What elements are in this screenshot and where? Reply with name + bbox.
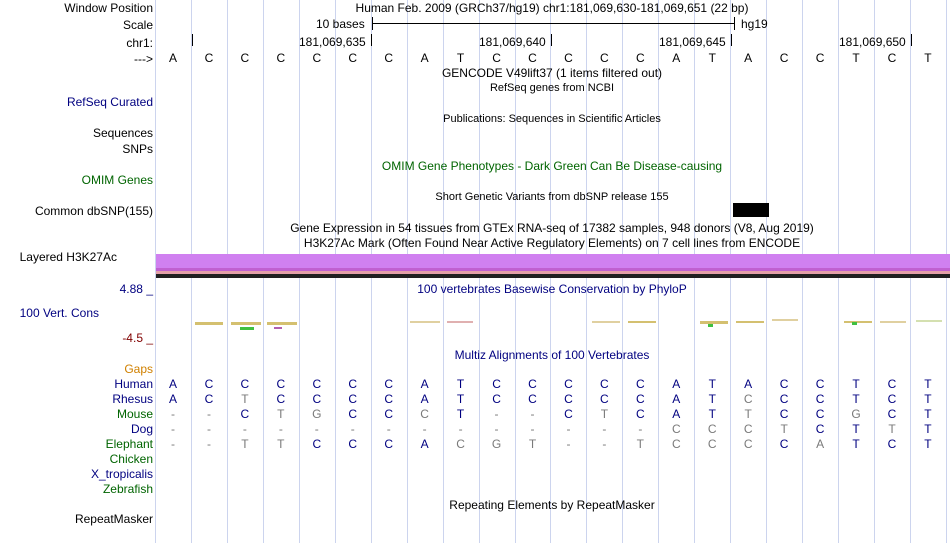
reference-base: C [492,51,501,65]
gencode-track-title: GENCODE V49lift37 (1 items filtered out) [441,66,663,80]
dbsnp-track-title: Short Genetic Variants from dbSNP release 155 [435,191,669,203]
alignment-base: C [743,392,753,406]
alignment-base: - [458,422,463,436]
alignment-base: - [171,407,175,421]
cons-mark [880,321,906,323]
label-repeatmasker[interactable]: RepeatMasker [74,512,153,526]
refseq-track-title: RefSeq genes from NCBI [489,82,615,94]
reference-base: C [348,51,358,65]
alignment-base: C [707,437,717,451]
alignment-base: T [241,437,249,451]
alignment-base: T [241,392,249,406]
scale-bar-right-tick [734,17,735,30]
alignment-base: - [422,422,427,436]
reference-base: C [600,51,609,65]
alignment-base: C [743,422,753,436]
reference-base: C [636,51,645,65]
alignment-base: T [852,422,860,436]
species-label[interactable]: Rhesus [112,392,153,406]
ruler-tick-635 [371,34,372,46]
alignment-base: C [276,392,286,406]
alignment-base: C [887,392,897,406]
alignment-base: C [348,437,358,451]
ruler-tick-640 [551,34,552,46]
alignment-base: - [638,422,643,436]
label-sequences[interactable]: Sequences [92,126,153,140]
alignment-base: C [600,392,609,406]
species-label[interactable]: X_tropicalis [90,467,153,481]
alignment-base: A [168,392,177,406]
alignment-base: C [779,392,789,406]
alignment-base: C [564,392,573,406]
alignment-base: T [456,377,465,391]
alignment-base: - [206,437,211,451]
reference-base: C [528,51,537,65]
alignment-base: - [242,422,247,436]
alignment-base: - [566,437,571,451]
alignment-base: C [815,422,825,436]
alignment-base: - [494,422,499,436]
label-window-position[interactable]: Window Position [64,1,153,15]
alignment-base: C [779,377,789,391]
dbsnp-variant-block[interactable] [733,203,769,217]
reference-base: C [204,51,214,65]
alignment-base: C [779,407,789,421]
label-cons-max: 4.88 _ [119,282,153,296]
alignment-base: - [314,422,319,436]
alignment-base: - [206,422,211,436]
scale-bar [372,23,734,24]
species-label[interactable]: Chicken [109,452,153,466]
alignment-base: C [636,377,645,391]
reference-base: T [924,51,932,65]
alignment-base: C [815,407,825,421]
alignment-base: C [815,377,825,391]
alignment-base: T [708,407,716,421]
alignment-base: C [204,392,214,406]
species-label[interactable]: Mouse [116,407,153,421]
cons-mark [195,322,223,325]
reference-base: C [779,51,789,65]
alignment-base: - [602,437,607,451]
alignment-base: C [564,377,573,391]
multiz-track-title: Multiz Alignments of 100 Vertebrates [454,348,650,362]
alignment-base: C [636,392,645,406]
alignment-base: A [168,377,177,391]
ruler-position-645: 181,069,645 [659,35,726,49]
alignment-base: T [277,437,285,451]
assembly-position-title: Human Feb. 2009 (GRCh37/hg19) chr1:181,069,630-181,069,651 (22 bp) [355,1,749,15]
alignment-base: - [566,422,571,436]
phylop-track-title: 100 vertebrates Basewise Conservation by PhyloP [417,282,687,296]
alignment-base: T [924,422,932,436]
label-chrom[interactable]: chr1: [126,36,153,50]
alignment-base: - [602,422,607,436]
ruler-tick-645 [731,34,732,46]
alignment-base: C [204,377,214,391]
alignment-base: - [171,422,175,436]
label-cons-min: -4.5 _ [122,331,153,345]
alignment-base: T [600,407,609,421]
alignment-base: T [528,437,537,451]
alignment-base: C [528,377,537,391]
label-100-vert-cons[interactable]: 100 Vert. Cons [19,306,99,320]
reference-base: C [887,51,897,65]
alignment-base: T [456,392,465,406]
alignment-base: C [887,407,897,421]
label-scale[interactable]: Scale [122,18,153,32]
label-layered-h3k27ac[interactable]: Layered H3K27Ac [19,250,117,264]
reference-base: A [420,51,429,65]
alignment-base: A [420,392,429,406]
ruler-tick-650 [911,34,912,46]
alignment-base: T [636,437,645,451]
scale-db: hg19 [741,17,768,31]
label-omim-genes[interactable]: OMIM Genes [81,173,153,187]
cons-mark [240,327,254,330]
alignment-base: C [384,392,394,406]
reference-base: C [384,51,394,65]
alignment-base: C [348,377,358,391]
label-gaps[interactable]: Gaps [124,362,153,376]
alignment-base: C [743,437,753,451]
cons-mark [708,324,713,327]
ruler-tick-start [192,34,193,46]
alignment-base: C [348,392,358,406]
cons-mark [852,322,857,325]
reference-base: C [312,51,322,65]
alignment-base: T [708,392,716,406]
label-arrow[interactable]: ---> [134,52,153,66]
publications-track-title: Publications: Sequences in Scientific Articles [443,113,661,125]
alignment-base: C [528,392,537,406]
reference-base: T [852,51,860,65]
cons-mark [410,321,440,323]
reference-base: C [276,51,286,65]
alignment-base: C [887,437,897,451]
cons-mark [916,320,942,322]
alignment-base: C [420,407,429,421]
ruler-position-650: 181,069,650 [839,35,906,49]
alignment-base: A [816,437,825,451]
reference-base: T [708,51,716,65]
alignment-base: - [494,407,499,421]
label-common-dbsnp[interactable]: Common dbSNP(155) [34,204,153,218]
reference-base: A [744,51,753,65]
cons-mark [844,321,872,323]
cons-mark [736,321,764,323]
cons-mark [592,321,620,323]
ruler-position-635: 181,069,635 [299,35,366,49]
alignment-base: C [779,437,789,451]
ruler-position-640: 181,069,640 [479,35,546,49]
alignment-base: T [456,407,465,421]
alignment-base: A [672,392,681,406]
alignment-base: T [924,437,932,451]
alignment-base: T [708,377,716,391]
alignment-base: T [924,377,932,391]
cons-mark [267,322,297,325]
reference-base: T [456,51,465,65]
alignment-base: - [530,422,535,436]
alignment-base: C [815,392,825,406]
alignment-base: C [312,392,322,406]
alignment-base: C [600,377,609,391]
alignment-base: A [420,377,429,391]
h3k27ac-track-title: H3K27Ac Mark (Often Found Near Active Regulatory Elements) on 7 cell lines from ENCODE [303,236,801,250]
cons-mark [447,321,473,323]
alignment-base: C [492,377,501,391]
alignment-base: C [312,377,322,391]
alignment-base: G [491,437,502,451]
alignment-base: A [420,437,429,451]
alignment-base: C [384,407,394,421]
alignment-base: - [171,437,175,451]
reference-base: A [672,51,681,65]
species-label[interactable]: Human [114,377,153,391]
alignment-base: - [206,407,211,421]
reference-base: C [815,51,825,65]
alignment-base: - [350,422,355,436]
cons-mark [231,322,261,325]
scale-bar-left-tick [372,17,373,30]
alignment-base: C [384,377,394,391]
alignment-base: C [456,437,465,451]
scale-text: 10 bases [316,17,365,31]
alignment-base: T [852,377,860,391]
alignment-base: C [276,377,286,391]
species-label[interactable]: Dog [130,422,153,436]
cons-mark [628,321,656,323]
label-snps[interactable]: SNPs [122,142,153,156]
alignment-base: C [348,407,358,421]
alignment-base: C [384,437,394,451]
cons-mark [772,319,798,321]
alignment-base: T [852,437,860,451]
alignment-base: C [240,377,250,391]
alignment-base: - [530,407,535,421]
alignment-base: T [924,392,932,406]
alignment-base: T [852,392,860,406]
alignment-base: T [744,407,752,421]
alignment-base: T [924,407,932,421]
species-label[interactable]: Elephant [105,437,153,451]
alignment-base: T [888,422,896,436]
alignment-base: C [564,407,573,421]
alignment-base: C [636,407,645,421]
reference-base: C [564,51,573,65]
alignment-base: T [277,407,285,421]
cons-mark [700,321,728,324]
label-refseq-curated[interactable]: RefSeq Curated [66,95,153,109]
alignment-base: A [672,407,681,421]
gtex-track-title: Gene Expression in 54 tissues from GTEx RNA-seq of 17382 samples, 948 donors (V8, Aug 2019) [290,221,814,235]
alignment-base: C [887,377,897,391]
alignment-base: - [386,422,391,436]
alignment-base: A [744,377,753,391]
alignment-base: C [707,422,717,436]
cons-mark [274,327,282,329]
h3k27ac-signal-layer-1 [156,254,950,268]
species-label[interactable]: Zebrafish [102,482,153,496]
alignment-base: A [672,377,681,391]
alignment-base: G [312,407,322,421]
reference-base: C [240,51,250,65]
omim-track-title: OMIM Gene Phenotypes - Dark Green Can Be Disease-causing [381,159,723,173]
alignment-base: C [312,437,322,451]
repeatmasker-track-title: Repeating Elements by RepeatMasker [449,498,655,512]
alignment-base: C [671,422,681,436]
alignment-base: C [671,437,681,451]
alignment-base: C [492,392,501,406]
alignment-base: - [278,422,283,436]
alignment-base: G [851,407,861,421]
alignment-base: C [240,407,250,421]
alignment-base: T [780,422,788,436]
h3k27ac-signal-baseline [156,274,950,278]
reference-base: A [168,51,177,65]
